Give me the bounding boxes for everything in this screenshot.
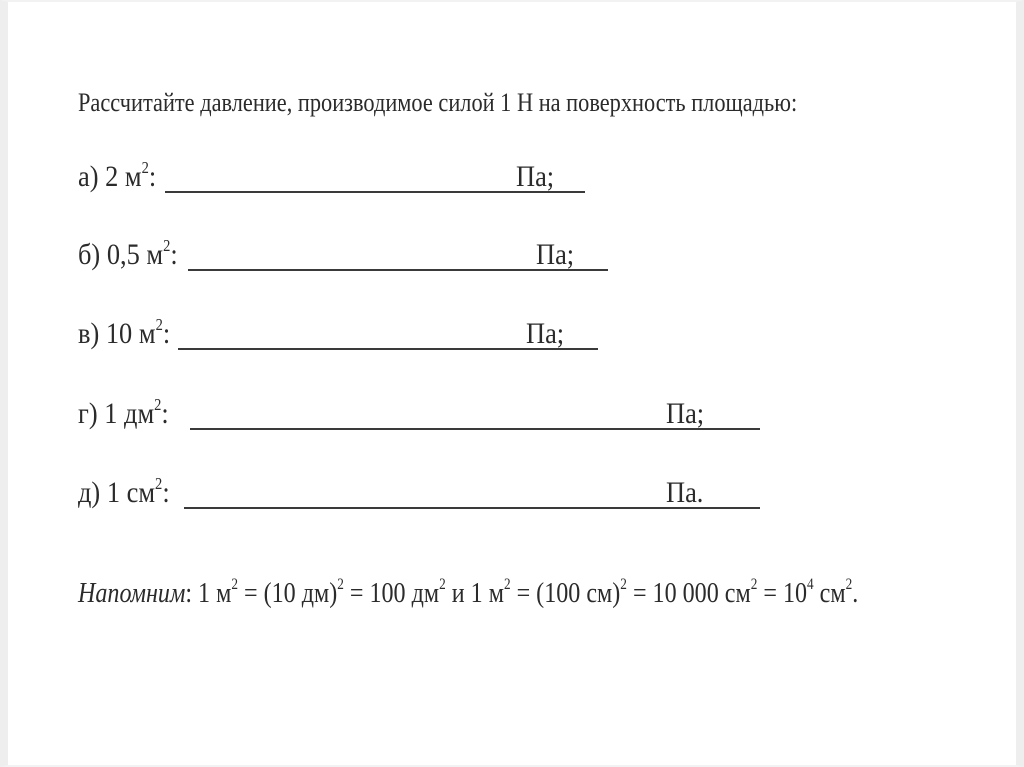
item-d-unit: Па; — [666, 397, 705, 430]
reminder-note: Напомним: 1 $м^2 = (10$ дм)$^2$ = 100 $дм^2$ и 1 $м^2 = (100$ см)$^2$ = 10 000 $см^2 = 10^4$ $см^2$. — [78, 576, 859, 609]
item-e-label: д) 1 $см^2$: — [78, 474, 170, 509]
reminder-prefix: Напомним — [78, 578, 186, 609]
item-c-label: в) 10 $м^2$: — [78, 315, 171, 350]
item-d-label: г) 1 $дм^2$: — [78, 395, 169, 430]
item-a-label: а) 2 $м^2$: — [78, 158, 157, 193]
item-e-unit: Па. — [666, 476, 704, 509]
item-b-label: б) 0,5 $м^2$: — [78, 236, 178, 271]
task-title: Рассчитайте давление, производимое силой 1 Н на поверхность площадью: — [78, 88, 798, 117]
item-c-unit: Па; — [526, 317, 565, 350]
item-a-unit: Па; — [516, 160, 555, 193]
item-b-unit: Па; — [536, 238, 575, 271]
